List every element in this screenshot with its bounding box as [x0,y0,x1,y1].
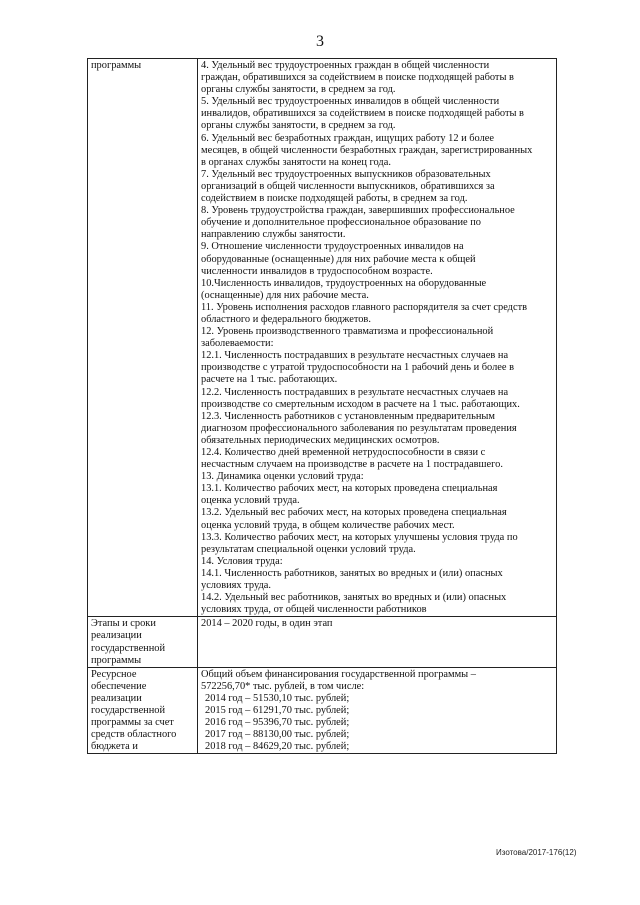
content-line: производстве с утратой трудоспособности на 1 рабочий день и более в [201,362,515,374]
row-label-line: реализации [91,630,142,642]
row-label-line: программы [91,654,142,666]
content-item [201,169,553,205]
content-item [201,278,553,302]
content-line: 14. Условия труда: [201,555,283,567]
content-line: численности инвалидов в трудоспособном возрасте. [201,265,433,277]
content-line: инвалидов, обратившихся за содействием в поиске подходящей работы в [201,108,524,120]
content-item [201,350,553,386]
row-label-cell [88,617,198,667]
content-line: 7. Удельный вес трудоустроенных выпускников образовательных [201,168,491,180]
program-passport-table [87,58,557,754]
table-row [88,667,557,754]
row-label-line: государственной [91,642,166,654]
row-label-line: обеспечение [91,680,147,692]
content-item [201,568,553,592]
content-line: 6. Удельный вес безработных граждан, ищущих работу 12 и более [201,132,495,144]
content-item [201,302,553,326]
content-item [201,471,553,483]
row-label-line: программы за счет [91,717,174,729]
content-line: в органах службы занятости на конец года. [201,156,391,168]
content-line: диагнозом профессионального заболевания по результатам проведения [201,422,517,434]
content-item [201,669,553,693]
content-line: областного и федерального бюджетов. [201,313,371,325]
content-line: 12.1. Численность пострадавших в результате несчастных случаев на [201,350,509,362]
content-line: обучение и дополнительное профессиональное образование по [201,217,481,229]
content-item [201,387,553,411]
content-line: направлению службы занятости. [201,229,346,241]
content-line: оценка условий труда. [201,495,300,507]
content-item [201,507,553,531]
funding-year-line: 2015 год – 61291,70 тыс. рублей; [205,704,350,716]
row-label-line: государственной [91,704,166,716]
content-line: 14.1. Численность работников, занятых во вредных и (или) опасных [201,567,503,579]
content-item [201,556,553,568]
content-item [201,133,553,169]
content-line: месяцев, в общей численности безработных граждан, зарегистрированных [201,144,533,156]
row-label-cell [88,59,198,617]
table-row [88,59,557,617]
table-row [88,617,557,667]
content-line: обязательных периодических медицинских осмотров. [201,434,440,446]
content-item [201,205,553,241]
content-item [201,592,553,616]
page-number: 3 [316,33,324,50]
funding-year-line: 2014 год – 51530,10 тыс. рублей; [205,692,350,704]
content-line: органы службы занятости, в среднем за год. [201,84,396,96]
row-label-line: Ресурсное [91,668,137,680]
content-line: 4. Удельный вес трудоустроенных граждан в общей численности [201,60,490,71]
content-line: 11. Уровень исполнения расходов главного распорядителя за счет средств [201,301,528,313]
content-line: 12.4. Количество дней временной нетрудоспособности в связи с [201,447,486,458]
row-label-line: средств областного [91,729,177,741]
row-content-cell [198,617,557,667]
content-line: оценка условий труда, в общем количестве рабочих мест. [201,519,455,531]
content-line: 12. Уровень производственного травматизма и профессиональной [201,326,494,338]
content-line: 13.2. Удельный вес рабочих мест, на которых проведена специальная [201,507,507,519]
content-line: 9. Отношение численности трудоустроенных инвалидов на [201,241,464,253]
content-item [201,326,553,350]
content-line: (оснащенные) для них рабочие места. [201,289,369,301]
content-line: условиях труда. [201,580,271,592]
content-line: 8. Уровень трудоустройства граждан, завершивших профессиональное [201,205,515,217]
row-content-cell [198,667,557,754]
content-line: содействием в поиске подходящей работы, в среднем за год. [201,193,468,205]
content-line: граждан, обратившихся за содействием в поиске подходящей работы в [201,72,514,84]
content-item [201,447,553,471]
row-label-line: Этапы и сроки [91,618,156,630]
content-line: органы службы занятости, в среднем за год. [201,120,396,132]
content-item [201,60,553,96]
content-line: 572256,70* тыс. рублей, в том числе: [201,680,365,692]
content-item [201,96,553,132]
content-item [201,411,553,447]
content-item [201,241,553,277]
content-line: 5. Удельный вес трудоустроенных инвалидов в общей численности [201,96,500,108]
content-line: 14.2. Удельный вес работников, занятых во вредных и (или) опасных [201,592,507,604]
funding-year-line: 2018 год – 84629,20 тыс. рублей; [205,741,350,753]
funding-year-line: 2017 год – 88130,00 тыс. рублей; [205,729,350,741]
content-line: 2014 – 2020 годы, в один этап [201,618,333,630]
content-line: 10.Численность инвалидов, трудоустроенных на оборудованные [201,277,487,289]
content-line: заболеваемости: [201,338,274,350]
row-label-line: реализации [91,692,142,704]
document-code: Изотова/2017-176(12) [496,848,577,857]
content-item [201,483,553,507]
content-line: 12.2. Численность пострадавших в результате несчастных случаев на [201,386,509,398]
row-label-line: программы [91,60,142,71]
content-line: Общий объем финансирования государственной программы – [201,668,476,680]
content-line: несчастным случаем на производстве в расчете на 1 пострадавшего. [201,459,503,471]
content-line: 13.1. Количество рабочих мест, на которых проведена специальная [201,483,498,495]
content-line: 12.3. Численность работников с установленным предварительным [201,410,495,422]
content-line: расчете на 1 тыс. работающих. [201,374,338,386]
content-line: 13.3. Количество рабочих мест, на которых улучшены условия труда по [201,531,518,543]
content-line: оборудованные (оснащенные) для них рабочие места к общей [201,253,476,265]
content-line: результатам специальной оценки условий труда. [201,543,416,555]
funding-year-line: 2016 год – 95396,70 тыс. рублей; [205,717,350,729]
row-content-cell [198,59,557,617]
row-label-cell [88,667,198,754]
content-line: организаций в общей численности выпускников, обратившихся за [201,180,495,192]
content-line: производстве со смертельным исходом в расчете на 1 тыс. работающих. [201,398,520,410]
content-line: 13. Динамика оценки условий труда: [201,471,364,483]
content-line: условиях труда, от общей численности работников [201,604,427,616]
row-label-line: бюджета и [91,741,138,753]
content-item [201,532,553,556]
content-item [201,618,553,630]
